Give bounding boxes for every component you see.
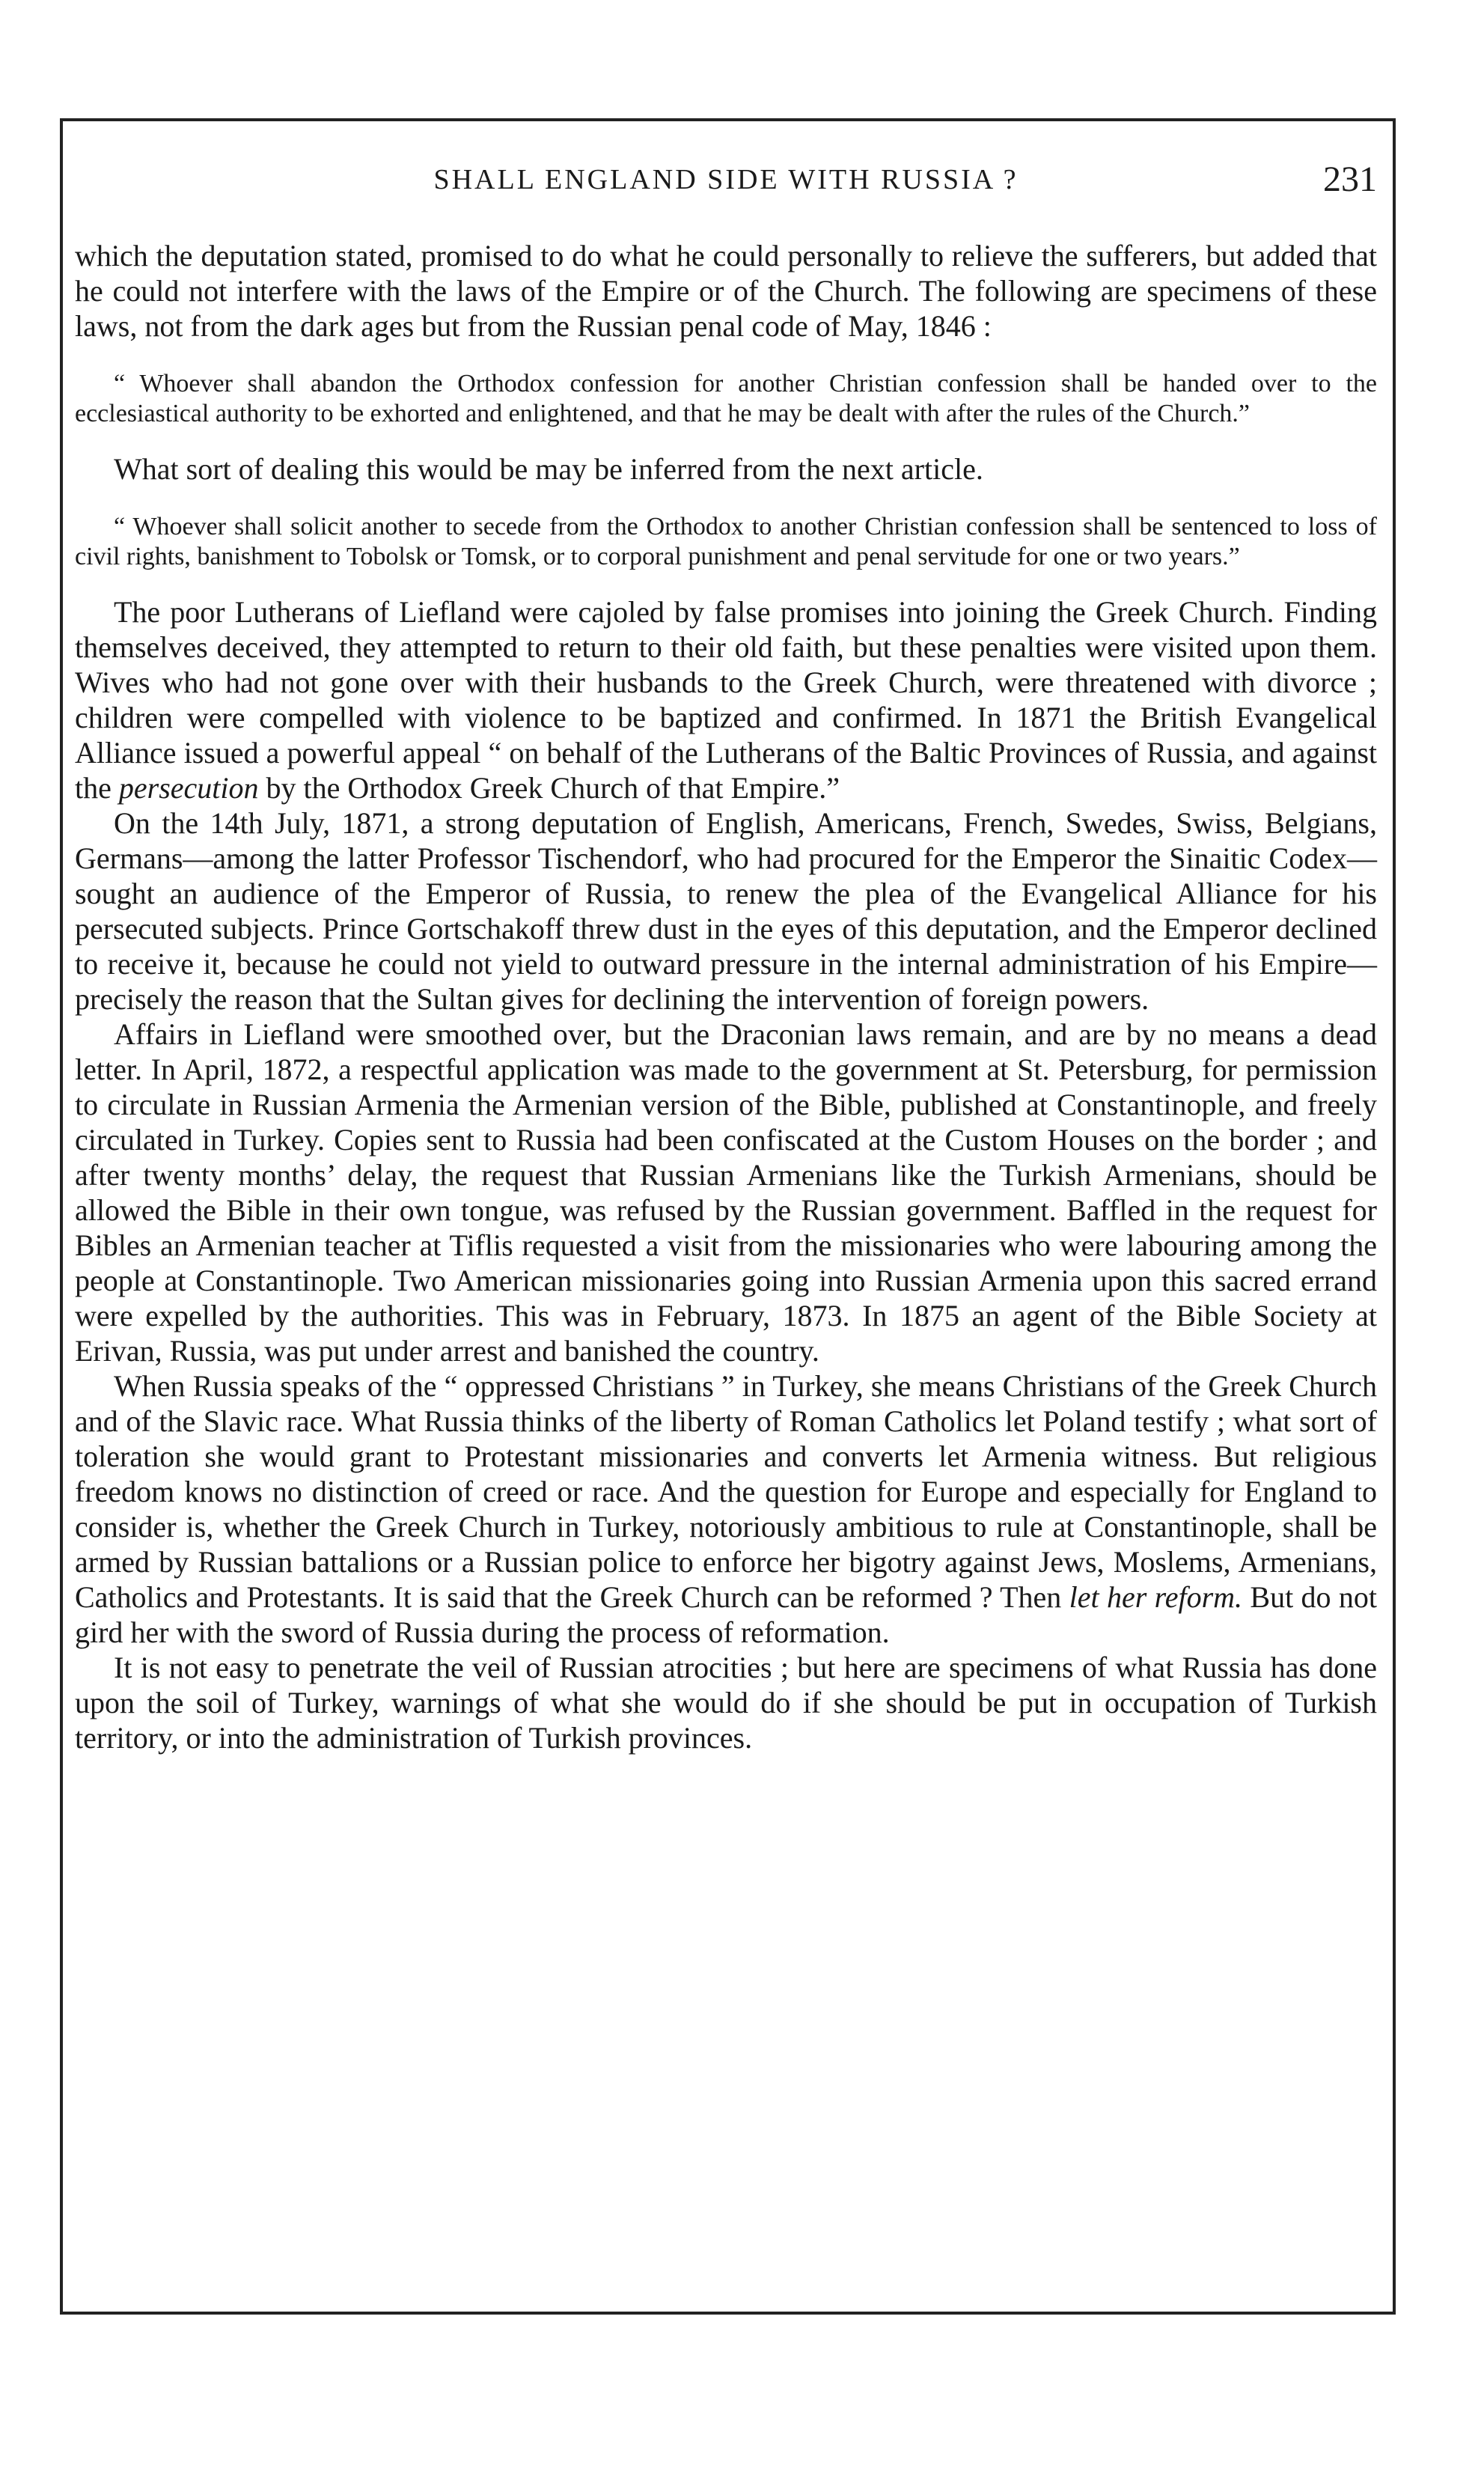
frame-top-rule [60,118,1396,121]
paragraph-continuation: which the deputation stated, promised to do what he could personally to relieve the sufferers, but added that he could not interfere with the laws of the Empire or of the Church. The following are specimens of these laws, not from the dark ages but from the Russian penal code of May, 1846 : [75,239,1377,343]
frame-left-rule [60,118,63,2312]
quoted-law-1: “ Whoever shall abandon the Orthodox confession for another Christian confession shall be handed over to the ecclesiastical authority to be exhorted and enlightened, and that he may be dealt with after the rules of the Church.” [75,370,1377,427]
page-number: 231 [1323,159,1377,199]
paragraph-lutherans-tail: by the Orthodox Greek Church of that Empire.” [258,771,840,805]
page-header [75,159,1377,204]
paragraph-lutherans [75,594,1377,805]
paragraph-oppressed-text: When Russia speaks of the “ oppressed Christians ” in Turkey, she means Christians of the Greek Church and of the Slavic race. What Russia thinks of the liberty of Roman Catholics let Poland testify ; what sort of toleration she would grant to Protestant missionaries and converts let Armenia witness. But religious freedom knows no distinction of creed or race. And the question for Europe and especially for England to consider is, whether the Greek Church in Turkey, notoriously ambitious to rule at Constantinople, shall be armed by Russian battalions or a Russian police to enforce her bigotry against Jews, Moslems, Armenians, Catholics and Protestants. It is said that the Greek Church can be reformed ? Then [75,1369,1377,1614]
paragraph-deputation: On the 14th July, 1871, a strong deputation of English, Americans, French, Swedes, Swiss, Belgians, Germans—among the latter Professor Tischendorf, who had procured for the Emperor the Sinaitic Codex—sought an audience of the Emperor of Russia, to renew the plea of the Evangelical Alliance for his persecuted subjects. Prince Gortschakoff threw dust in the eyes of this deputation, and the Emperor declined to receive it, because he could not yield to outward pressure in the internal administration of his Empire—precisely the reason that the Sultan gives for declining the intervention of foreign powers. [75,806,1377,1016]
quoted-law-2: “ Whoever shall solicit another to secede from the Orthodox to another Christian confession shall be sentenced to loss of civil rights, banishment to Tobolsk or Tomsk, or to corporal punishment and penal servitude for one or two years.” [75,513,1377,570]
paragraph-atrocities: It is not easy to penetrate the veil of Russian atrocities ; but here are specimens of what Russia has done upon the soil of Turkey, warnings of what she would do if she should be put in occupation of Turkish territory, or into the administration of Turkish provinces. [75,1651,1377,1755]
emphasis-persecution: persecution [118,771,259,805]
paragraph-oppressed-tail: But do not gird her with the sword of Russia during the process of reformation. [75,1580,1378,1649]
paragraph-lutherans-text: The poor Lutherans of Liefland were cajoled by false promises into joining the Greek Church. Finding themselves deceived, they attempted to return to their old faith, but these penalties were visited upon them. Wives who had not gone over with their husbands to the Greek Church, were threatened with divorce ; children were compelled with violence to be baptized and confirmed. In 1871 the British Evangelical Alliance issued a powerful appeal “ on behalf of the Lutherans of the Baltic Provinces of Russia, and against the [75,595,1377,805]
frame-bottom-rule [60,2312,1396,2315]
emphasis-let-her-reform: let her reform. [1069,1580,1243,1614]
running-head: SHALL ENGLAND SIDE WITH RUSSIA ? [433,164,1019,195]
page-body [75,238,1377,1755]
paragraph-dealing: What sort of dealing this would be may be inferred from the next article. [114,452,983,486]
paragraph-liefland: Affairs in Liefland were smoothed over, but the Draconian laws remain, and are by no means a dead letter. In April, 1872, a respectful application was made to the government at St. Petersburg, for permission to circulate in Russian Armenia the Armenian version of the Bible, published at Constantinople, and freely circulated in Turkey. Copies sent to Russia had been confiscated at the Custom Houses on the border ; and after twenty months’ delay, the request that Russian Armenians like the Turkish Armenians, should be allowed the Bible in their own tongue, was refused by the Russian government. Baffled in the request for Bibles an Armenian teacher at Tiflis requested a visit from the missionaries who were labouring among the people at Constantinople. Two American missionaries going into Russian Armenia upon this sacred errand were expelled by the authorities. This was in February, 1873. In 1875 an agent of the Bible Society at Erivan, Russia, was put under arrest and banished the country. [75,1017,1377,1368]
paragraph-oppressed-christians [75,1368,1377,1650]
frame-right-rule [1393,118,1396,2312]
